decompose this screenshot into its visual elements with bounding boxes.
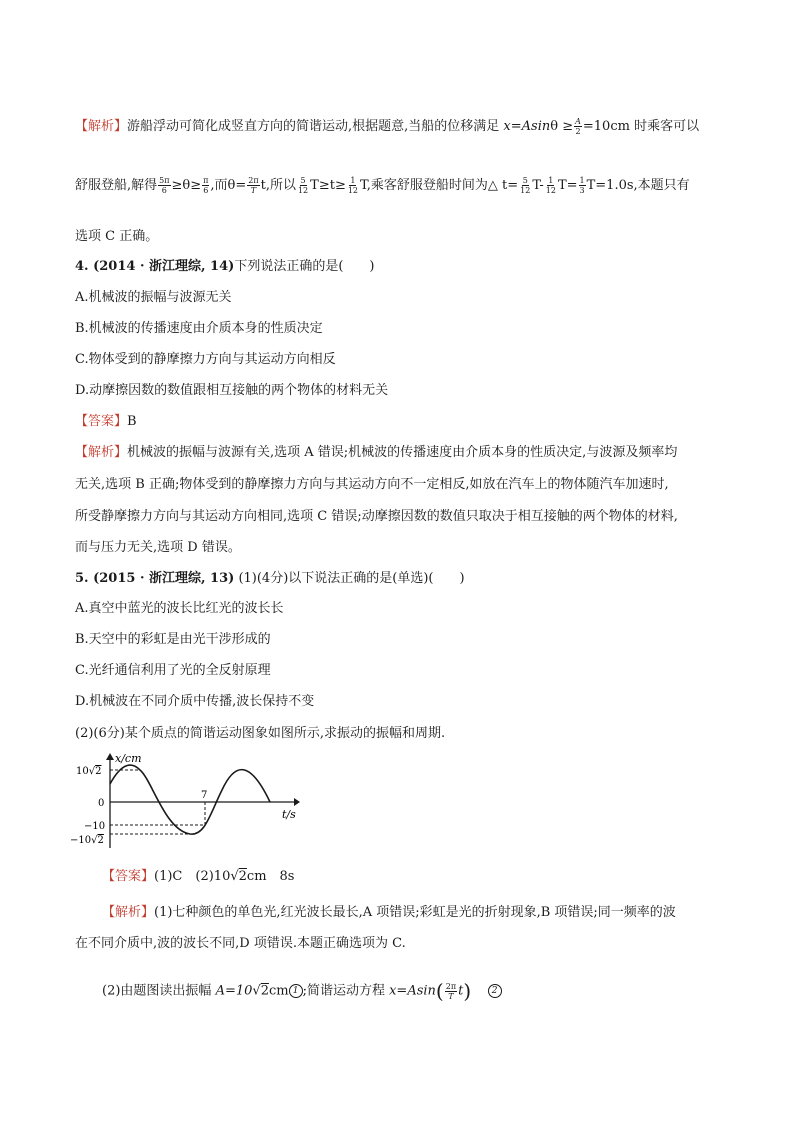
y-tick-zero: 0 — [98, 798, 105, 809]
question-4-header — [75, 257, 374, 277]
fraction: $\frac{5}{12}$ — [520, 176, 531, 195]
prev-explanation-line-1: 【解析】游船浮动可简化成竖直方向的简谐运动,根据题意,当船的位移满足 x=Asinθ ≥ $\frac{A}{2}$ =10cm 时乘客可以 — [75, 117, 700, 136]
answer-tag: 【答案】 — [75, 414, 128, 429]
explanation-tag: 【解析】 — [75, 119, 128, 134]
t-axis-label: t/s — [282, 808, 296, 821]
fraction: $\frac{5\pi}{6}$ — [159, 176, 170, 195]
q4-option-b: B.机械波的传播速度由介质本身的性质决定 — [75, 321, 323, 336]
question-4-source: 4. (2014 · 浙江理综, 14) — [75, 259, 235, 274]
t-axis-arrow — [294, 798, 300, 806]
circled-number-1: 1 — [289, 984, 303, 998]
circled-number-2: 2 — [488, 984, 502, 998]
shm-graph — [70, 752, 300, 852]
q4-explanation-line-4: 而与压力无关,选项 D 错误。 — [75, 540, 241, 555]
explanation-tag: 【解析】 — [102, 905, 155, 920]
q4-answer — [75, 412, 137, 432]
fraction: $\frac{1}{12}$ — [347, 176, 359, 195]
q5-explanation-line-1: 【解析】(1)七种颜色的单色光,红光波长最长,A 项错误;彩虹是光的折射现象,B 项错误;同一频率的波 — [102, 905, 676, 920]
explanation-tag: 【解析】 — [75, 445, 128, 460]
q4-explanation-line-2: 无关,选项 B 正确;物体受到的静摩擦力方向与其运动方向不一定相反,如放在汽车上的物体随汽车加速时, — [75, 477, 669, 492]
question-5-source: 5. (2015 · 浙江理综, 13) — [75, 571, 235, 586]
question-4-stem: 下列说法正确的是( ) — [234, 259, 375, 274]
answer-tag: 【答案】 — [102, 869, 155, 884]
q4-option-c: C.物体受到的静摩擦力方向与其运动方向相反 — [75, 352, 336, 367]
t-tick-7: 7 — [201, 790, 208, 801]
question-5-header — [75, 569, 465, 589]
q5-explanation-line-3: (2)由题图读出振幅 A=10√2cm 1 ;简谐运动方程 x=Asin( $\frac{2\pi}{T}$ t) 2 — [102, 978, 502, 1005]
q5-option-b: B.天空中的彩虹是由光干涉形成的 — [75, 632, 271, 647]
fraction: $\frac{\pi}{6}$ — [203, 176, 209, 195]
q4-option-a: A.机械波的振幅与波源无关 — [75, 290, 232, 305]
answer-value: B — [127, 414, 137, 429]
q5-answer: 【答案】(1)C (2)10√2cm 8s — [102, 869, 295, 884]
fraction: $\frac{A}{2}$ — [575, 117, 581, 136]
q4-explanation-line-1: 【解析】机械波的振幅与波源有关,选项 A 错误;机械波的传播速度由介质本身的性质决定,与波源及频率均 — [75, 445, 678, 460]
q5-option-d: D.机械波在不同介质中传播,波长保持不变 — [75, 694, 315, 709]
q5-option-a: A.真空中蓝光的波长比红光的波长长 — [75, 601, 284, 616]
q5-part-2: (2)(6分)某个质点的简谐运动图象如图所示,求振动的振幅和周期. — [75, 726, 446, 741]
prev-explanation-line-2: 舒服登船,解得 $\frac{5\pi}{6}$ ≥θ≥ $\frac{\pi}{6}$ ,而θ= $\frac{2\pi}{T}$ t,所以 $\frac{5}{12}$ T≥t≥ $\frac{1}{12}$ T,乘客舒服登船时间为△ t= $\frac{5}{12}$ T- $\frac{1}{12}$ T= $\frac{1}{3}$ T=1.0s,本题只有 — [75, 176, 690, 195]
fraction: $\frac{2\pi}{T}$ — [445, 981, 457, 1001]
fraction: $\frac{1}{12}$ — [545, 176, 556, 195]
q5-option-c: C.光纤通信利用了光的全反射原理 — [75, 663, 271, 678]
q4-explanation-line-3: 所受静摩擦力方向与其运动方向相同,选项 C 错误;动摩擦因数的数值只取决于相互接触的两个物体的材料, — [75, 509, 678, 524]
fraction: $\frac{1}{3}$ — [579, 176, 585, 195]
q5-explanation-line-2: 在不同介质中,波的波长不同,D 项错误.本题正确选项为 C. — [75, 936, 406, 951]
y-tick-neg10: −10 — [84, 821, 106, 832]
question-5-stem: (1)(4分)以下说法正确的是(单选)( ) — [234, 571, 465, 586]
prev-explanation-line-3: 选项 C 正确。 — [75, 229, 159, 244]
y-tick-bottom: −10√2 — [70, 835, 104, 846]
sine-curve — [110, 765, 270, 834]
fraction: $\frac{2\pi}{T}$ — [248, 176, 259, 195]
x-axis-label: x/cm — [115, 752, 142, 765]
fraction: $\frac{5}{12}$ — [297, 176, 309, 195]
q4-option-d: D.动摩擦因数的数值跟相互接触的两个物体的材料无关 — [75, 383, 389, 398]
y-tick-top: 10√2 — [76, 766, 102, 777]
x-axis-arrow — [106, 753, 114, 760]
